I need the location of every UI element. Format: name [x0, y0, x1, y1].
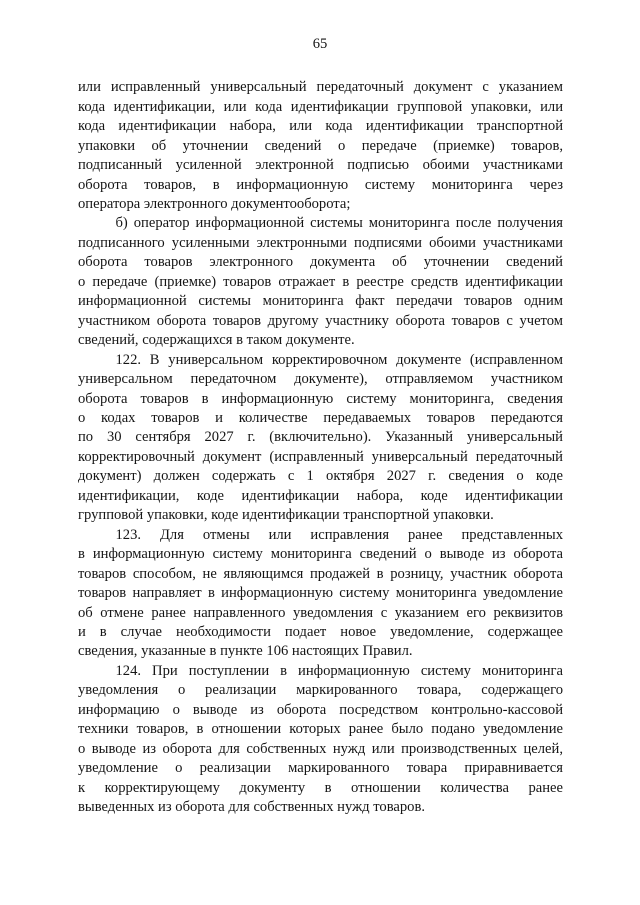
text-line: сведений, содержащихся в таком документе.	[78, 332, 355, 349]
text-line: оборота товаров в информационную систему мониторинга, сведения	[78, 390, 563, 407]
text-line: 123. Для отмены или исправления ранее представленных	[115, 526, 563, 543]
text-line: в информационную систему мониторинга сведений о выводе из оборота	[78, 546, 563, 563]
text-line: 124. При поступлении в информационную систему мониторинга	[115, 662, 563, 679]
text-line: корректировочный документ (исправленный универсальный передаточный	[78, 448, 563, 465]
text-line: уведомление о реализации маркированного товара приравнивается	[78, 760, 563, 777]
paragraph-item-124	[78, 662, 563, 818]
text-line: подписанный усиленной электронной подписью обоими участниками	[78, 157, 563, 174]
text-line: по 30 сентября 2027 г. (включительно). Указанный универсальный	[78, 429, 563, 446]
text-line: или исправленный универсальный передаточный документ с указанием	[78, 79, 563, 96]
text-line: кода идентификации набора, или кода идентификации транспортной	[78, 118, 563, 135]
text-line: информацию о выводе из оборота посредством контрольно-кассовой	[78, 701, 563, 718]
paragraph-subitem-b	[78, 214, 563, 350]
text-line: уведомления о реализации маркированного товара, содержащего	[78, 682, 563, 699]
paragraph-item-122	[78, 351, 563, 526]
text-line: выведенных из оборота для собственных нужд товаров.	[78, 799, 426, 816]
document-body	[78, 78, 563, 817]
text-line: товаров способом, не являющимся продажей в розницу, участник оборота	[78, 565, 563, 582]
text-line: техники товаров, в отношении которых ранее было подано уведомление	[78, 721, 563, 738]
text-line: участником оборота товаров другому участнику оборота товаров с учетом	[78, 312, 563, 329]
text-line: об отмене ранее направленного уведомления с указанием его реквизитов	[78, 604, 563, 621]
text-line: о выводе из оборота для собственных нужд или производственных целей,	[78, 740, 563, 757]
text-line: и в случае необходимости подает новое уведомление, содержащее	[78, 623, 563, 640]
paragraph-continuation	[78, 78, 563, 214]
text-line: идентификации, коде идентификации набора, коде идентификации	[78, 487, 563, 504]
text-line: кода идентификации, или кода идентификации групповой упаковки, или	[78, 98, 563, 115]
text-line: подписанного усиленными электронными подписями обоими участниками	[78, 234, 563, 251]
text-line: о передаче (приемке) товаров отражает в реестре средств идентификации	[78, 273, 563, 290]
text-line: упаковки об уточнении сведений о передаче (приемке) товаров,	[78, 137, 563, 154]
text-line: групповой упаковки, коде идентификации транспортной упаковки.	[78, 507, 494, 524]
text-line: оборота товаров, в информационную систему мониторинга через	[78, 176, 563, 193]
text-line: товаров направляет в информационную систему мониторинга уведомление	[78, 585, 563, 602]
text-line: б) оператор информационной системы мониторинга после получения	[115, 215, 563, 232]
paragraph-item-123	[78, 526, 563, 662]
text-line: универсальном передаточном документе), отправляемом участником	[78, 371, 563, 388]
text-line: документ) должен содержать с 1 октября 2027 г. сведения о коде	[78, 468, 563, 485]
page-number: 65	[312, 36, 328, 52]
text-line: информационной системы мониторинга факт передачи товаров одним	[78, 293, 563, 310]
text-line: 122. В универсальном корректировочном документе (исправленном	[115, 351, 563, 368]
text-line: о кодах товаров и количестве передаваемых товаров передаются	[78, 410, 563, 426]
text-line: сведения, указанные в пункте 106 настоящих Правил.	[78, 643, 413, 660]
text-line: оборота товаров электронного документа об уточнении сведений	[78, 254, 563, 271]
text-line: оператора электронного документооборота;	[78, 196, 351, 213]
text-line: к корректирующему документу в отношении количества ранее	[78, 779, 563, 796]
